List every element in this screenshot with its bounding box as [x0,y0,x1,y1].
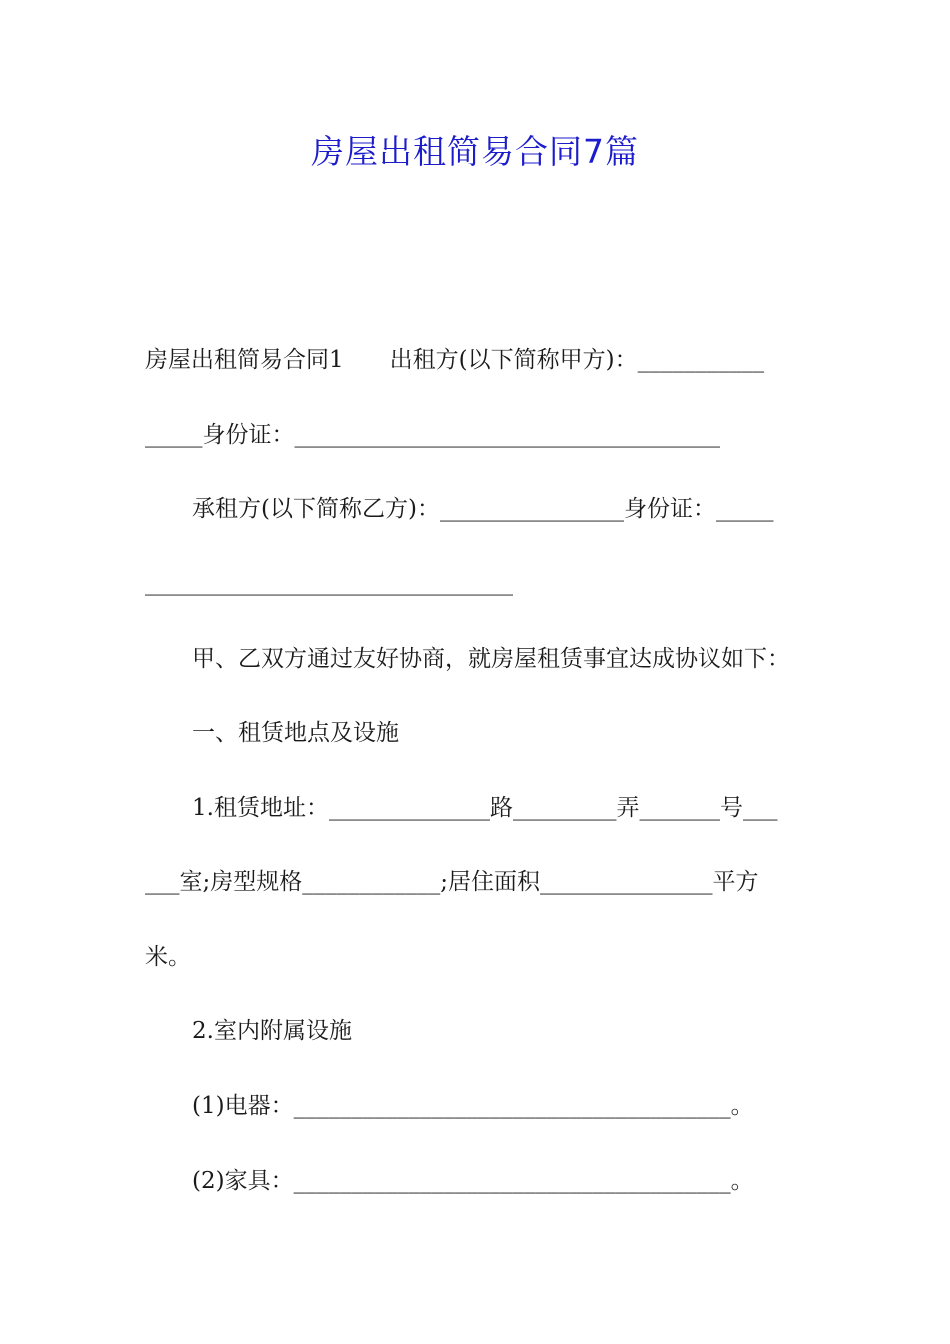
paragraph-line-area-unit: 米。 [145,944,191,970]
paragraph-line-lessee: 承租方(以下简称乙方)：________________身份证：_____ [192,496,774,522]
paragraph-line-room-type-area: ___室;房型规格____________;居住面积_______________平方 [145,869,759,895]
section-heading-location-facilities: 一、租赁地点及设施 [192,720,399,746]
paragraph-line-lessor-id: _____身份证：_____________________________________ [145,422,720,448]
paragraph-line-lessee-id-blank: ________________________________ [145,570,513,596]
paragraph-line-parties-lessor: 房屋出租简易合同1 出租方(以下简称甲方)：___________ [145,347,765,373]
paragraph-line-agreement-intro: 甲、乙双方通过友好协商，就房屋租赁事宜达成协议如下： [192,646,790,672]
paragraph-line-furniture: (2)家具：______________________________________。 [192,1168,754,1194]
document-title: 房屋出租简易合同7篇 [311,132,639,171]
paragraph-line-address: 1.租赁地址：______________路_________弄_______号___ [192,795,778,821]
subheading-indoor-facilities: 2.室内附属设施 [192,1018,352,1044]
paragraph-line-appliances: (1)电器：______________________________________。 [192,1093,754,1119]
